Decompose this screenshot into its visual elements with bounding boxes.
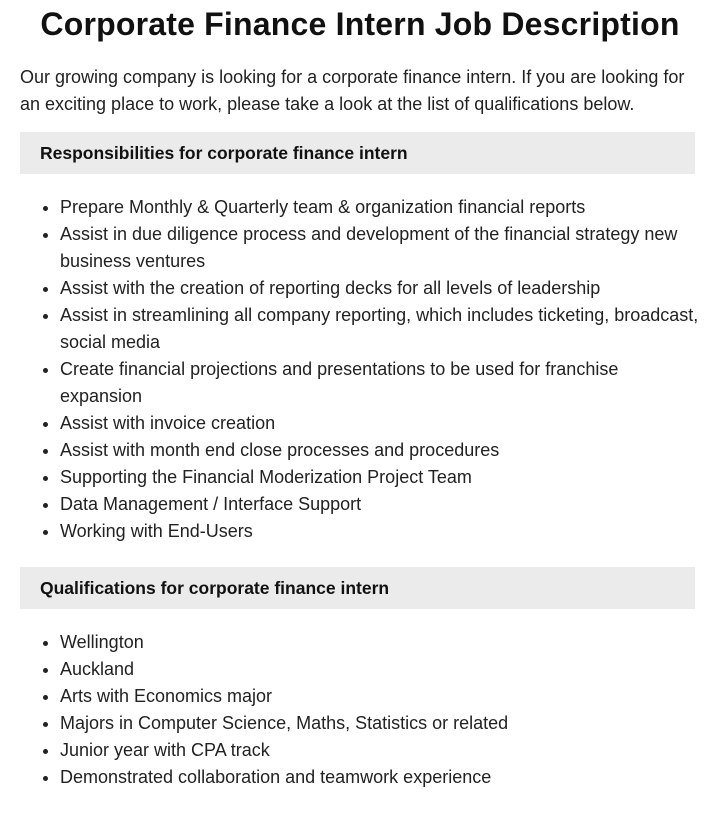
list-item: • Wellington (60, 629, 700, 656)
qualifications-list (20, 629, 700, 791)
responsibilities-heading: Responsibilities for corporate finance intern (20, 132, 695, 174)
list-item: • Supporting the Financial Moderization Project Team (60, 464, 700, 491)
list-item: • Create financial projections and presentations to be used for franchise expansion (60, 356, 700, 410)
list-item: • Junior year with CPA track (60, 737, 700, 764)
list-item: • Assist with invoice creation (60, 410, 700, 437)
list-item: • Assist in streamlining all company reporting, which includes ticketing, broadcast, social media (60, 302, 700, 356)
list-item: • Data Management / Interface Support (60, 491, 700, 518)
list-item: • Assist in due diligence process and development of the financial strategy new business ventures (60, 221, 700, 275)
list-item: • Prepare Monthly & Quarterly team & organization financial reports (60, 194, 700, 221)
intro-text: Our growing company is looking for a corporate finance intern. If you are looking for an exciting place to work, please take a look at the list of qualifications below. (20, 67, 685, 114)
list-item: • Assist with the creation of reporting decks for all levels of leadership (60, 275, 700, 302)
list-item: • Majors in Computer Science, Maths, Statistics or related (60, 710, 700, 737)
qualifications-heading: Qualifications for corporate finance intern (20, 567, 695, 609)
list-item: • Demonstrated collaboration and teamwork experience (60, 764, 700, 791)
list-item: • Auckland (60, 656, 700, 683)
list-item: • Working with End-Users (60, 518, 700, 545)
responsibilities-list (20, 194, 700, 545)
page-title: Corporate Finance Intern Job Description (40, 6, 680, 42)
list-item: • Assist with month end close processes and procedures (60, 437, 700, 464)
list-item: • Arts with Economics major (60, 683, 700, 710)
